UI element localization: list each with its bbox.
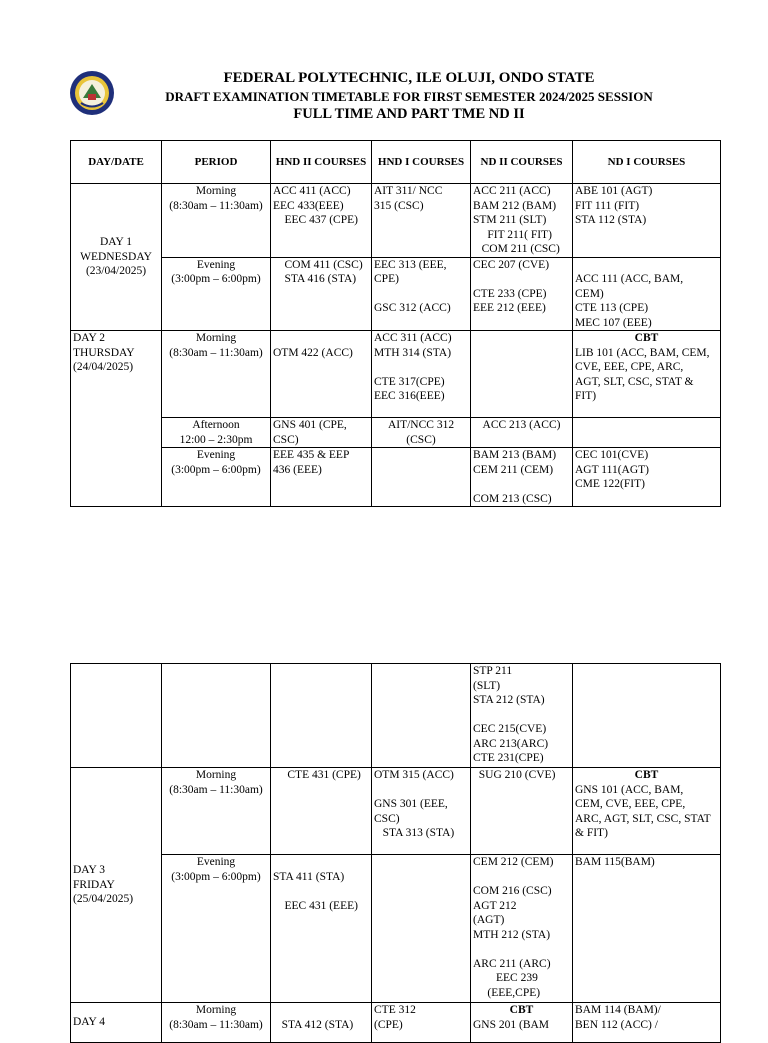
nd2-cell: CEM 212 (CEM) COM 216 (CSC) AGT 212 (AGT) MTH 212 (STA) ARC 211 (ARC) EEC 239 (EEE,CPE) <box>471 855 573 1003</box>
column-header: ND I COURSES <box>573 141 721 184</box>
hnd2-cell: CTE 431 (CPE) <box>271 768 372 855</box>
hnd2-cell: STA 411 (STA) EEC 431 (EEE) <box>271 855 372 1003</box>
period-cell: Afternoon 12:00 – 2:30pm <box>162 418 271 448</box>
period-cell: Morning (8:30am – 11:30am) <box>162 184 271 258</box>
nd1-cell: BAM 114 (BAM)/ BEN 112 (ACC) / <box>573 1003 721 1043</box>
hnd1-cell: ACC 311 (ACC) MTH 314 (STA) CTE 317(CPE) EEC 316(EEE) <box>372 331 471 418</box>
column-header: PERIOD <box>162 141 271 184</box>
table-row <box>71 664 721 768</box>
hnd2-cell: GNS 401 (CPE, CSC) <box>271 418 372 448</box>
day-cell: DAY 4 <box>71 1003 162 1043</box>
hnd2-cell: OTM 422 (ACC) <box>271 331 372 418</box>
table-row <box>71 257 721 331</box>
hnd1-cell: OTM 315 (ACC) GNS 301 (EEE, CSC) STA 313 (STA) <box>372 768 471 855</box>
hnd1-cell: AIT/NCC 312 (CSC) <box>372 418 471 448</box>
day-cell: DAY 3 FRIDAY (25/04/2025) <box>71 768 162 1003</box>
day-cell <box>71 664 162 768</box>
column-header: HND II COURSES <box>271 141 372 184</box>
hnd1-cell <box>372 855 471 1003</box>
column-header: DAY/DATE <box>71 141 162 184</box>
period-cell: Evening (3:00pm – 6:00pm) <box>162 257 271 331</box>
period-cell: Morning (8:30am – 11:30am) <box>162 331 271 418</box>
nd1-cell: ACC 111 (ACC, BAM, CEM) CTE 113 (CPE) MEC 107 (EEE) <box>573 257 721 331</box>
timetable-title: DRAFT EXAMINATION TIMETABLE FOR FIRST SEMESTER 2024/2025 SESSION <box>165 89 653 104</box>
nd2-cell: SUG 210 (CVE) <box>471 768 573 855</box>
hnd2-cell: ACC 411 (ACC) EEC 433(EEE) EEC 437 (CPE) <box>271 184 372 258</box>
table-row <box>71 768 721 855</box>
hnd1-cell: CTE 312 (CPE) <box>372 1003 471 1043</box>
timetable-table-page1 <box>70 140 721 507</box>
hnd2-cell <box>271 664 372 768</box>
institution-title: FEDERAL POLYTECHNIC, ILE OLUJI, ONDO STATE <box>223 70 595 86</box>
nd1-cell: BAM 115(BAM) <box>573 855 721 1003</box>
hnd2-cell: COM 411 (CSC) STA 416 (STA) <box>271 257 372 331</box>
period-cell: Morning (8:30am – 11:30am) <box>162 768 271 855</box>
table-row <box>71 184 721 258</box>
column-header: HND I COURSES <box>372 141 471 184</box>
period-cell <box>162 664 271 768</box>
hnd1-cell: EEC 313 (EEE, CPE) GSC 312 (ACC) <box>372 257 471 331</box>
hnd1-cell <box>372 664 471 768</box>
table-row <box>71 418 721 448</box>
cbt-label: CBT <box>634 769 659 781</box>
nd1-cell: ABE 101 (AGT) FIT 111 (FIT) STA 112 (STA) <box>573 184 721 258</box>
nd1-cell: CEC 101(CVE) AGT 111(AGT) CME 122(FIT) <box>573 448 721 507</box>
table-row <box>71 855 721 1003</box>
table-row <box>71 1003 721 1043</box>
nd1-cell <box>573 418 721 448</box>
nd2-cell: ACC 211 (ACC) BAM 212 (BAM) STM 211 (SLT) FIT 211( FIT) COM 211 (CSC) <box>471 184 573 258</box>
nd1-cell: CBT LIB 101 (ACC, BAM, CEM, CVE, EEE, CPE, ARC, AGT, SLT, CSC, STAT & FIT) <box>573 331 721 418</box>
timetable-table-page2 <box>70 663 721 1043</box>
table-header-row <box>71 141 721 184</box>
period-cell: Morning (8:30am – 11:30am) <box>162 1003 271 1043</box>
hnd1-cell: AIT 311/ NCC 315 (CSC) <box>372 184 471 258</box>
table-row <box>71 448 721 507</box>
hnd1-cell <box>372 448 471 507</box>
cbt-label: CBT <box>634 332 659 344</box>
table-row <box>71 331 721 418</box>
column-header: ND II COURSES <box>471 141 573 184</box>
nd2-cell: CBT GNS 201 (BAM <box>471 1003 573 1043</box>
nd2-cell: STP 211 (SLT) STA 212 (STA) CEC 215(CVE) ARC 213(ARC) CTE 231(CPE) <box>471 664 573 768</box>
period-cell: Evening (3:00pm – 6:00pm) <box>162 855 271 1003</box>
nd2-cell <box>471 331 573 418</box>
hnd2-cell: STA 412 (STA) <box>271 1003 372 1043</box>
nd1-cell <box>573 664 721 768</box>
timetable-subtitle: FULL TIME AND PART TME ND II <box>293 106 525 122</box>
day-cell: DAY 1 WEDNESDAY (23/04/2025) <box>71 184 162 331</box>
nd2-cell: ACC 213 (ACC) <box>471 418 573 448</box>
cbt-label: CBT <box>509 1004 534 1016</box>
nd2-cell: CEC 207 (CVE) CTE 233 (CPE) EEE 212 (EEE) <box>471 257 573 331</box>
hnd2-cell: EEE 435 & EEP 436 (EEE) <box>271 448 372 507</box>
nd2-cell: BAM 213 (BAM) CEM 211 (CEM) COM 213 (CSC) <box>471 448 573 507</box>
nd1-cell: CBT GNS 101 (ACC, BAM, CEM, CVE, EEE, CPE, ARC, AGT, SLT, CSC, STAT & FIT) <box>573 768 721 855</box>
period-cell: Evening (3:00pm – 6:00pm) <box>162 448 271 507</box>
day-cell: DAY 2 THURSDAY (24/04/2025) <box>71 331 162 507</box>
